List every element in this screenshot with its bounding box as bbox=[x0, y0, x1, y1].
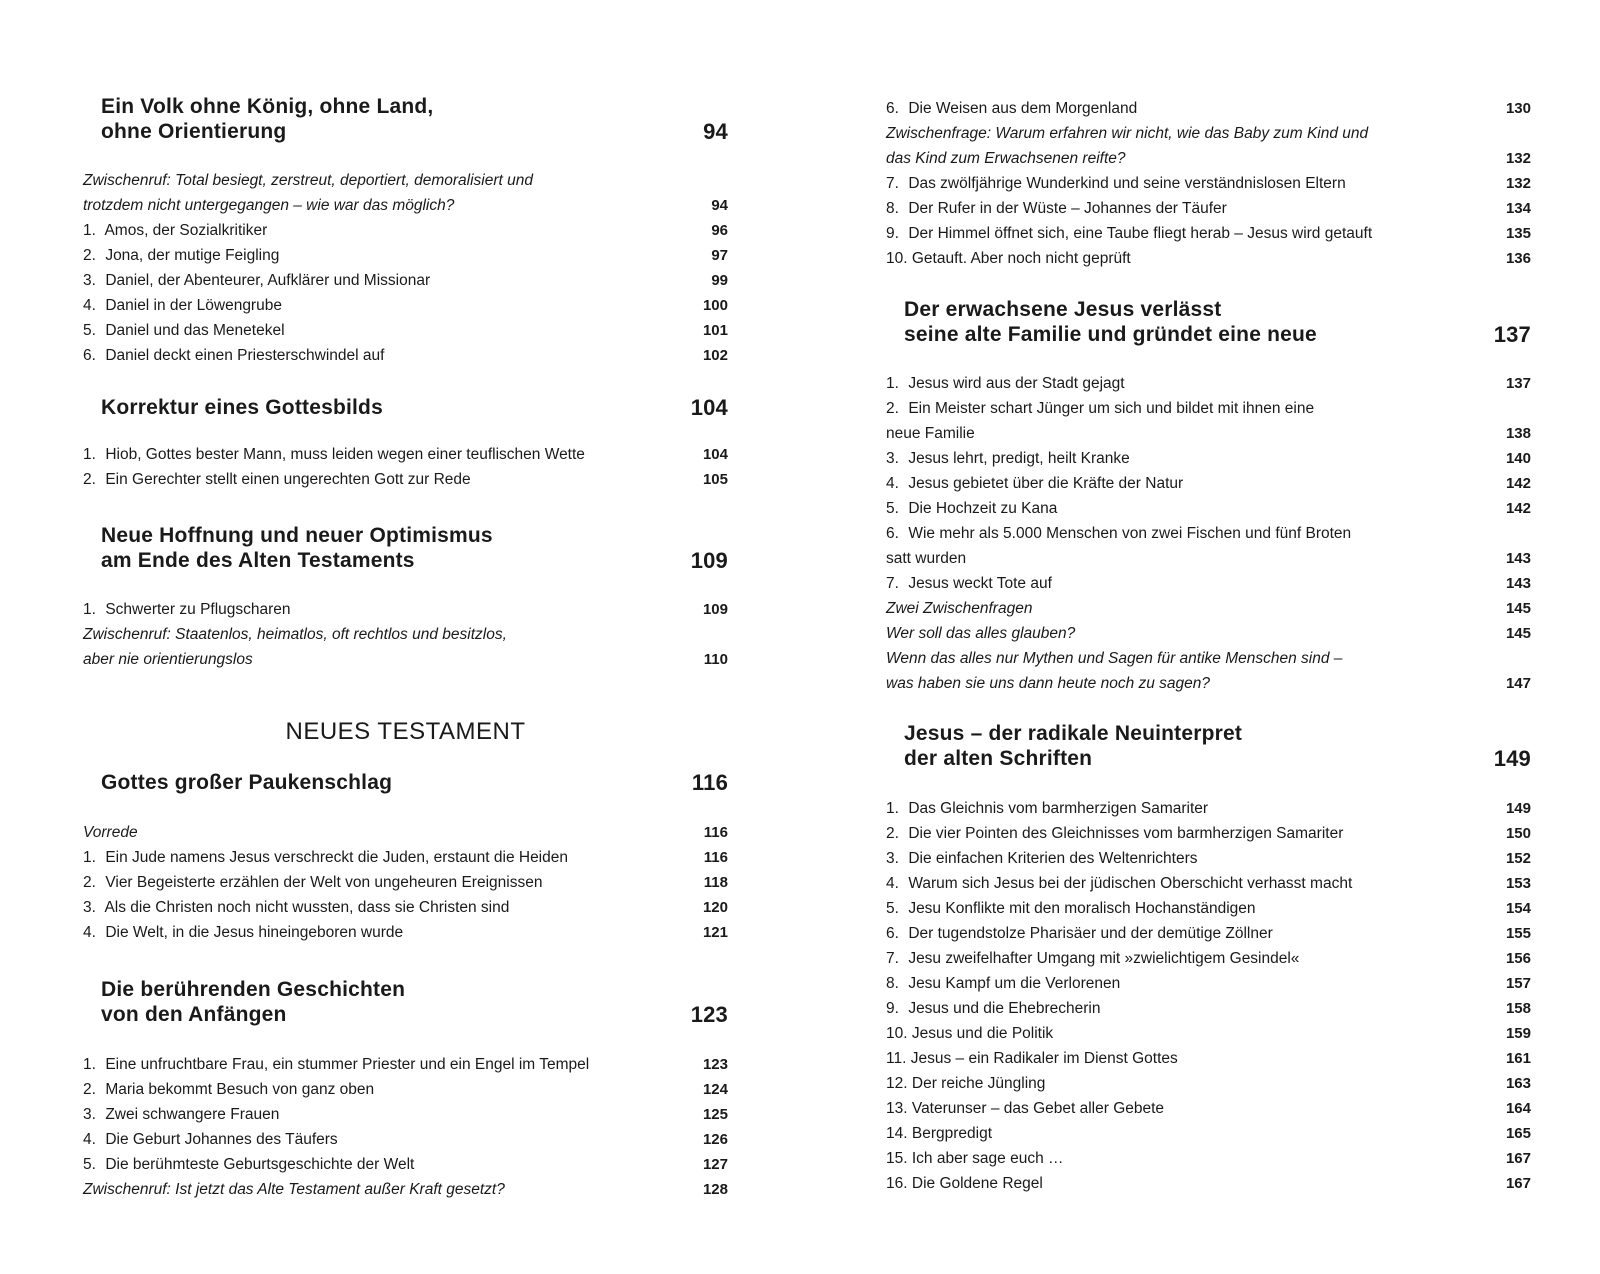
toc-entry: 5. Jesu Konflikte mit den moralisch Hochanständigen 154 bbox=[886, 900, 1531, 917]
chapter-page-number: 116 bbox=[691, 770, 728, 795]
chapter-title-line: am Ende des Alten Testaments bbox=[101, 549, 415, 572]
toc-entry: Wer soll das alles glauben? 145 bbox=[886, 625, 1531, 642]
toc-entry: 8. Jesu Kampf um die Verlorenen 157 bbox=[886, 975, 1531, 992]
toc-entry: 4. Die Geburt Johannes des Täufers 126 bbox=[83, 1131, 728, 1148]
toc-entry: neue Familie 138 bbox=[886, 425, 1531, 442]
toc-entry: 7. Das zwölfjährige Wunderkind und seine verständnislosen Eltern 132 bbox=[886, 175, 1531, 192]
toc-entry: 4. Warum sich Jesus bei der jüdischen Oberschicht verhasst macht 153 bbox=[886, 875, 1531, 892]
part-title: NEUES TESTAMENT bbox=[285, 718, 526, 745]
toc-entry: 10. Getauft. Aber noch nicht geprüft 136 bbox=[886, 250, 1531, 267]
toc-entry: 4. Die Welt, in die Jesus hineingeboren wurde 121 bbox=[83, 924, 728, 941]
chapter-heading bbox=[101, 94, 728, 144]
chapter-title-line: ohne Orientierung bbox=[101, 120, 287, 143]
toc-entry: 6. Wie mehr als 5.000 Menschen von zwei Fischen und fünf Broten bbox=[886, 525, 1352, 542]
toc-entry: 13. Vaterunser – das Gebet aller Gebete 164 bbox=[886, 1100, 1531, 1117]
chapter-page-number: 109 bbox=[690, 548, 728, 573]
chapter-page-number: 149 bbox=[1493, 746, 1531, 771]
chapter-title-line: Die berührenden Geschichten bbox=[101, 978, 406, 1001]
toc-entry: 7. Jesu zweifelhafter Umgang mit »zwielichtigem Gesindel« 156 bbox=[886, 950, 1531, 967]
toc-entry: 3. Jesus lehrt, predigt, heilt Kranke 140 bbox=[886, 450, 1531, 467]
toc-entry: Vorrede 116 bbox=[83, 824, 728, 841]
toc-entry: 5. Die Hochzeit zu Kana 142 bbox=[886, 500, 1531, 517]
chapter-title-line: von den Anfängen bbox=[101, 1003, 287, 1026]
toc-entry: 2. Vier Begeisterte erzählen der Welt von ungeheuren Ereignissen 118 bbox=[83, 874, 728, 891]
toc-entry: 3. Daniel, der Abenteurer, Aufklärer und Missionar 99 bbox=[83, 272, 728, 289]
toc-entry: Zwei Zwischenfragen 145 bbox=[886, 600, 1531, 617]
toc-entry: 14. Bergpredigt 165 bbox=[886, 1125, 1531, 1142]
toc-entry: 9. Der Himmel öffnet sich, eine Taube fliegt herab – Jesus wird getauft 135 bbox=[886, 225, 1531, 242]
toc-entry: 5. Daniel und das Menetekel 101 bbox=[83, 322, 728, 339]
toc-entry: 16. Die Goldene Regel 167 bbox=[886, 1175, 1531, 1192]
toc-entry: satt wurden 143 bbox=[886, 550, 1531, 567]
chapter-heading bbox=[101, 523, 728, 573]
chapter-page-number: 94 bbox=[703, 119, 728, 144]
chapter-title-line: Gottes großer Paukenschlag bbox=[101, 771, 393, 794]
toc-entry: trotzdem nicht untergegangen – wie war das möglich? 94 bbox=[83, 197, 728, 214]
toc-entry: 1. Hiob, Gottes bester Mann, muss leiden wegen einer teuflischen Wette 104 bbox=[83, 446, 728, 463]
toc-entry: Zwischenfrage: Warum erfahren wir nicht, wie das Baby zum Kind und bbox=[886, 125, 1369, 142]
chapter-page-number: 104 bbox=[690, 395, 728, 420]
toc-entry: 3. Als die Christen noch nicht wussten, dass sie Christen sind 120 bbox=[83, 899, 728, 916]
toc-entry: 2. Ein Gerechter stellt einen ungerechten Gott zur Rede 105 bbox=[83, 471, 728, 488]
toc-entry: 12. Der reiche Jüngling 163 bbox=[886, 1075, 1531, 1092]
toc-entry: 1. Amos, der Sozialkritiker 96 bbox=[83, 222, 728, 239]
toc-entry: 5. Die berühmteste Geburtsgeschichte der Welt 127 bbox=[83, 1156, 728, 1173]
chapter-title-line: Ein Volk ohne König, ohne Land, bbox=[101, 95, 434, 118]
toc-entry: 3. Die einfachen Kriterien des Weltenrichters 152 bbox=[886, 850, 1531, 867]
chapter-heading bbox=[904, 297, 1531, 347]
toc-entry: 11. Jesus – ein Radikaler im Dienst Gottes 161 bbox=[886, 1050, 1531, 1067]
toc-entry: 1. Schwerter zu Pflugscharen 109 bbox=[83, 601, 728, 618]
toc-entry: 4. Jesus gebietet über die Kräfte der Natur 142 bbox=[886, 475, 1531, 492]
toc-entry: 3. Zwei schwangere Frauen 125 bbox=[83, 1106, 728, 1123]
toc-entry: aber nie orientierungslos 110 bbox=[83, 651, 728, 668]
chapter-heading bbox=[904, 721, 1531, 771]
chapter-title-line: der alten Schriften bbox=[904, 747, 1093, 770]
toc-entry: 2. Ein Meister schart Jünger um sich und bildet mit ihnen eine bbox=[886, 400, 1315, 417]
toc-entry: 4. Daniel in der Löwengrube 100 bbox=[83, 297, 728, 314]
toc-entry: 6. Der tugendstolze Pharisäer und der demütige Zöllner 155 bbox=[886, 925, 1531, 942]
toc-entry: 1. Eine unfruchtbare Frau, ein stummer Priester und ein Engel im Tempel 123 bbox=[83, 1056, 728, 1073]
toc-entry: 15. Ich aber sage euch … 167 bbox=[886, 1150, 1531, 1167]
toc-entry: 8. Der Rufer in der Wüste – Johannes der Täufer 134 bbox=[886, 200, 1531, 217]
chapter-heading bbox=[101, 395, 728, 420]
toc-entry: Zwischenruf: Total besiegt, zerstreut, deportiert, demoralisiert und bbox=[83, 172, 533, 189]
chapter-title-line: Der erwachsene Jesus verlässt bbox=[904, 298, 1222, 321]
toc-entry: Zwischenruf: Staatenlos, heimatlos, oft rechtlos und besitzlos, bbox=[83, 626, 507, 643]
chapter-title-line: Korrektur eines Gottesbilds bbox=[101, 396, 383, 419]
chapter-title-line: seine alte Familie und gründet eine neue bbox=[904, 323, 1317, 346]
chapter-heading bbox=[101, 770, 728, 795]
toc-entry: 2. Jona, der mutige Feigling 97 bbox=[83, 247, 728, 264]
toc-entry: 1. Jesus wird aus der Stadt gejagt 137 bbox=[886, 375, 1531, 392]
toc-entry: 2. Die vier Pointen des Gleichnisses vom barmherzigen Samariter 150 bbox=[886, 825, 1531, 842]
chapter-page-number: 137 bbox=[1493, 322, 1531, 347]
chapter-page-number: 123 bbox=[690, 1002, 728, 1027]
chapter-title-line: Neue Hoffnung und neuer Optimismus bbox=[101, 524, 493, 547]
toc-entry: 1. Das Gleichnis vom barmherzigen Samariter 149 bbox=[886, 800, 1531, 817]
toc-entry: Wenn das alles nur Mythen und Sagen für antike Menschen sind – bbox=[886, 650, 1343, 667]
toc-entry: Zwischenruf: Ist jetzt das Alte Testament außer Kraft gesetzt? 128 bbox=[83, 1181, 728, 1198]
toc-entry: was haben sie uns dann heute noch zu sagen? 147 bbox=[886, 675, 1531, 692]
toc-entry: 6. Daniel deckt einen Priesterschwindel auf 102 bbox=[83, 347, 728, 364]
chapter-heading bbox=[101, 977, 728, 1027]
toc-entry: 9. Jesus und die Ehebrecherin 158 bbox=[886, 1000, 1531, 1017]
toc-entry: 2. Maria bekommt Besuch von ganz oben 124 bbox=[83, 1081, 728, 1098]
toc-entry: 7. Jesus weckt Tote auf 143 bbox=[886, 575, 1531, 592]
chapter-title-line: Jesus – der radikale Neuinterpret bbox=[904, 722, 1243, 745]
toc-entry: 10. Jesus und die Politik 159 bbox=[886, 1025, 1531, 1042]
toc-entry: 1. Ein Jude namens Jesus verschreckt die Juden, erstaunt die Heiden 116 bbox=[83, 849, 728, 866]
toc-entry: 6. Die Weisen aus dem Morgenland 130 bbox=[886, 100, 1531, 117]
toc-entry: das Kind zum Erwachsenen reifte? 132 bbox=[886, 150, 1531, 167]
